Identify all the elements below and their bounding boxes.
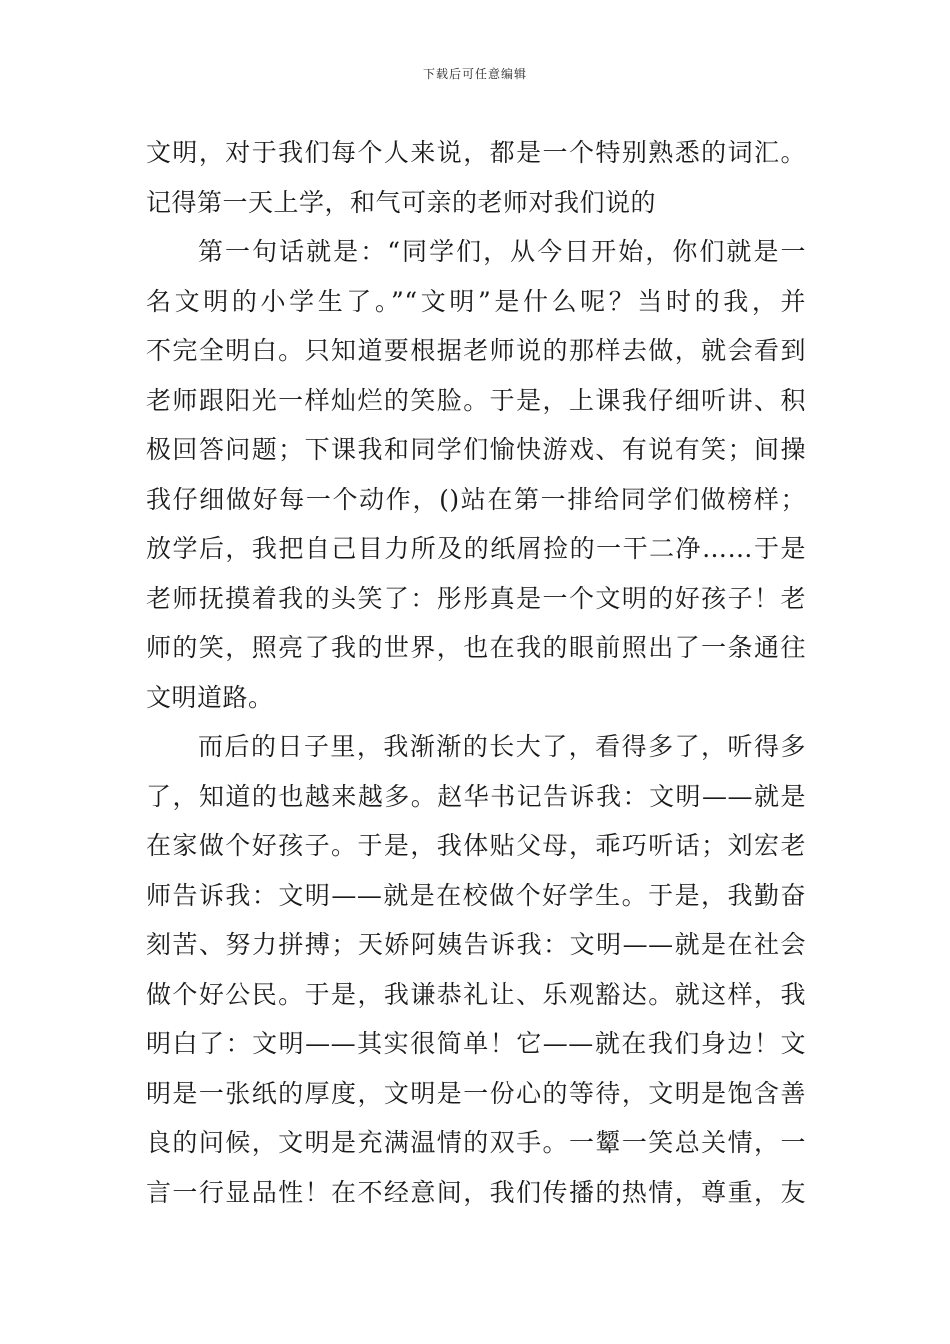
paragraph-2-line-4: 老师跟阳光一样灿烂的笑脸。于是，上课我仔细听讲、积 [146, 385, 806, 415]
paragraph-2-line-3: 不完全明白。只知道要根据老师说的那样去做，就会看到 [146, 336, 806, 365]
paragraph-3-line-6: 做个好公民。于是，我谦恭礼让、乐观豁达。就这样，我 [146, 979, 806, 1009]
paragraph-2-line-8: 老师抚摸着我的头笑了：彤彤真是一个文明的好孩子！老 [146, 583, 806, 613]
paragraph-3-line-1: 而后的日子里，我渐渐的长大了，看得多了，听得多 [198, 732, 806, 761]
paragraph-2-line-10: 文明道路。 [146, 682, 274, 712]
paragraph-2-line-1: 第一句话就是：“同学们，从今日开始，你们就是一 [198, 237, 806, 266]
paragraph-3-line-2: 了，知道的也越来越多。赵华书记告诉我：文明——就是 [146, 781, 806, 811]
paragraph-3-line-9: 良的问候，文明是充满温情的双手。一颦一笑总关情，一 [146, 1128, 806, 1157]
paragraph-3-line-7: 明白了：文明——其实很简单！它——就在我们身边！文 [146, 1029, 806, 1058]
paragraph-3-line-3: 在家做个好孩子。于是，我体贴父母，乖巧听话；刘宏老 [146, 831, 806, 860]
paragraph-2-line-9: 师的笑，照亮了我的世界，也在我的眼前照出了一条通往 [146, 633, 806, 662]
paragraph-2-line-7: 放学后，我把自己目力所及的纸屑捡的一干二净……于是 [146, 534, 806, 563]
paragraph-3-line-8: 明是一张纸的厚度，文明是一份心的等待，文明是饱含善 [146, 1078, 806, 1108]
paragraph-2-line-5: 极回答问题；下课我和同学们愉快游戏、有说有笑；间操 [146, 435, 806, 464]
document-body [146, 128, 806, 1217]
page-header: 下载后可任意编辑 [422, 67, 527, 81]
paragraph-1-line-1: 文明，对于我们每个人来说，都是一个特别熟悉的词汇。 [146, 138, 806, 167]
paragraph-3-line-5: 刻苦、努力拼搏；天娇阿姨告诉我：文明——就是在社会 [146, 930, 806, 959]
paragraph-3-line-4: 师告诉我：文明——就是在校做个好学生。于是，我勤奋 [146, 880, 806, 910]
paragraph-1-line-2: 记得第一天上学，和气可亲的老师对我们说的 [146, 187, 657, 217]
paragraph-3-line-10: 言一行显品性！在不经意间，我们传播的热情，尊重，友 [146, 1177, 806, 1207]
paragraph-2-line-2: 名文明的小学生了。”“文明”是什么呢？当时的我，并 [146, 286, 806, 316]
paragraph-2-line-6: 我仔细做好每一个动作，()站在第一排给同学们做榜样； [146, 484, 806, 514]
